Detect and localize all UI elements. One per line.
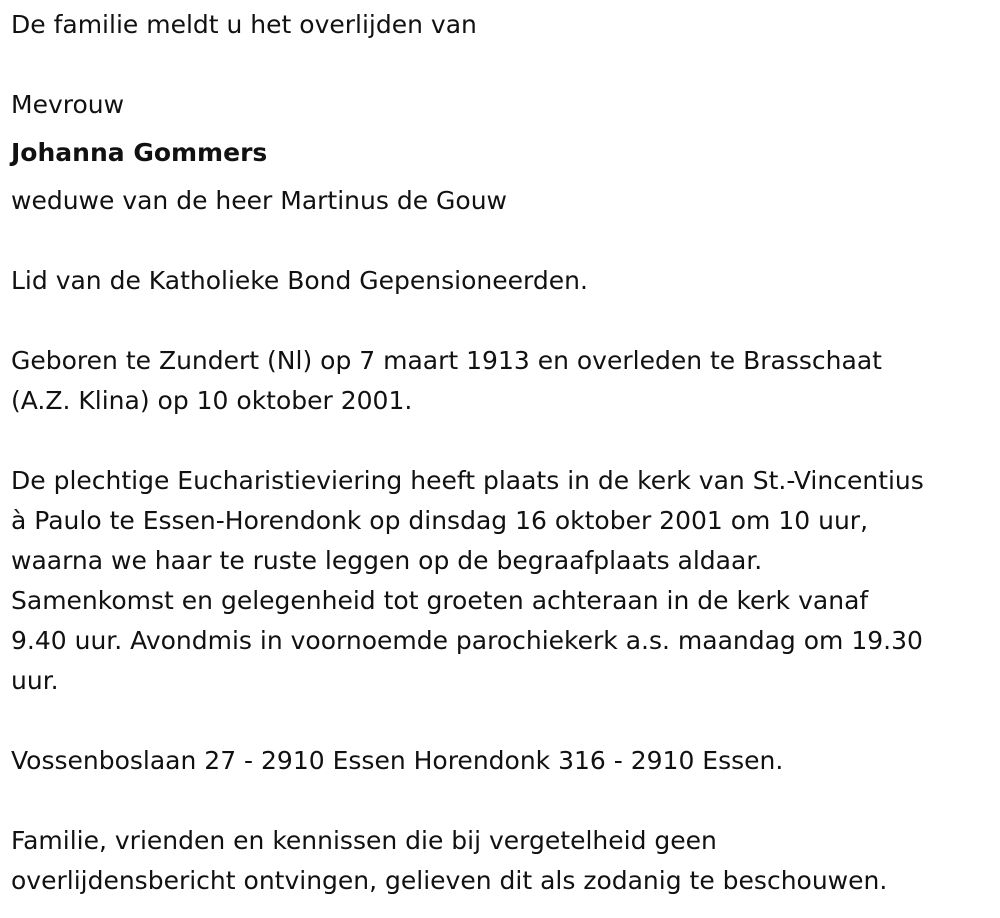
closing-line: Familie, vrienden en kennissen die bij vergetelheid geen: [11, 826, 717, 855]
ceremony-line: Samenkomst en gelegenheid tot groeten achteraan in de kerk vanaf: [11, 586, 869, 615]
address-text: Vossenboslaan 27 - 2910 Essen Horendonk 316 - 2910 Essen.: [11, 746, 784, 775]
intro-paragraph: [11, 5, 996, 45]
intro-text: De familie meldt u het overlijden van: [11, 10, 477, 39]
deceased-name: Johanna Gommers: [11, 138, 268, 167]
deceased-block: [11, 85, 996, 221]
death-notice: [11, 0, 996, 901]
widow-of-text: weduwe van de heer Martinus de Gouw: [11, 186, 507, 215]
ceremony-line: waarna we haar te ruste leggen op de begraafplaats aldaar.: [11, 546, 763, 575]
closing-paragraph: [11, 821, 996, 901]
closing-line: overlijdensbericht ontvingen, gelieven dit als zodanig te beschouwen.: [11, 866, 888, 895]
ceremony-line: De plechtige Eucharistieviering heeft plaats in de kerk van St.-Vincentius: [11, 466, 924, 495]
salutation-text: Mevrouw: [11, 90, 125, 119]
ceremony-paragraph: [11, 461, 996, 701]
membership-paragraph: [11, 261, 996, 301]
birth-death-line: (A.Z. Klina) op 10 oktober 2001.: [11, 386, 413, 415]
ceremony-line: uur.: [11, 666, 59, 695]
birth-death-paragraph: [11, 341, 996, 421]
ceremony-line: 9.40 uur. Avondmis in voornoemde parochiekerk a.s. maandag om 19.30: [11, 626, 923, 655]
address-paragraph: [11, 741, 996, 781]
ceremony-line: à Paulo te Essen-Horendonk op dinsdag 16 oktober 2001 om 10 uur,: [11, 506, 869, 535]
membership-text: Lid van de Katholieke Bond Gepensioneerden.: [11, 266, 588, 295]
birth-death-line: Geboren te Zundert (Nl) op 7 maart 1913 en overleden te Brasschaat: [11, 346, 882, 375]
